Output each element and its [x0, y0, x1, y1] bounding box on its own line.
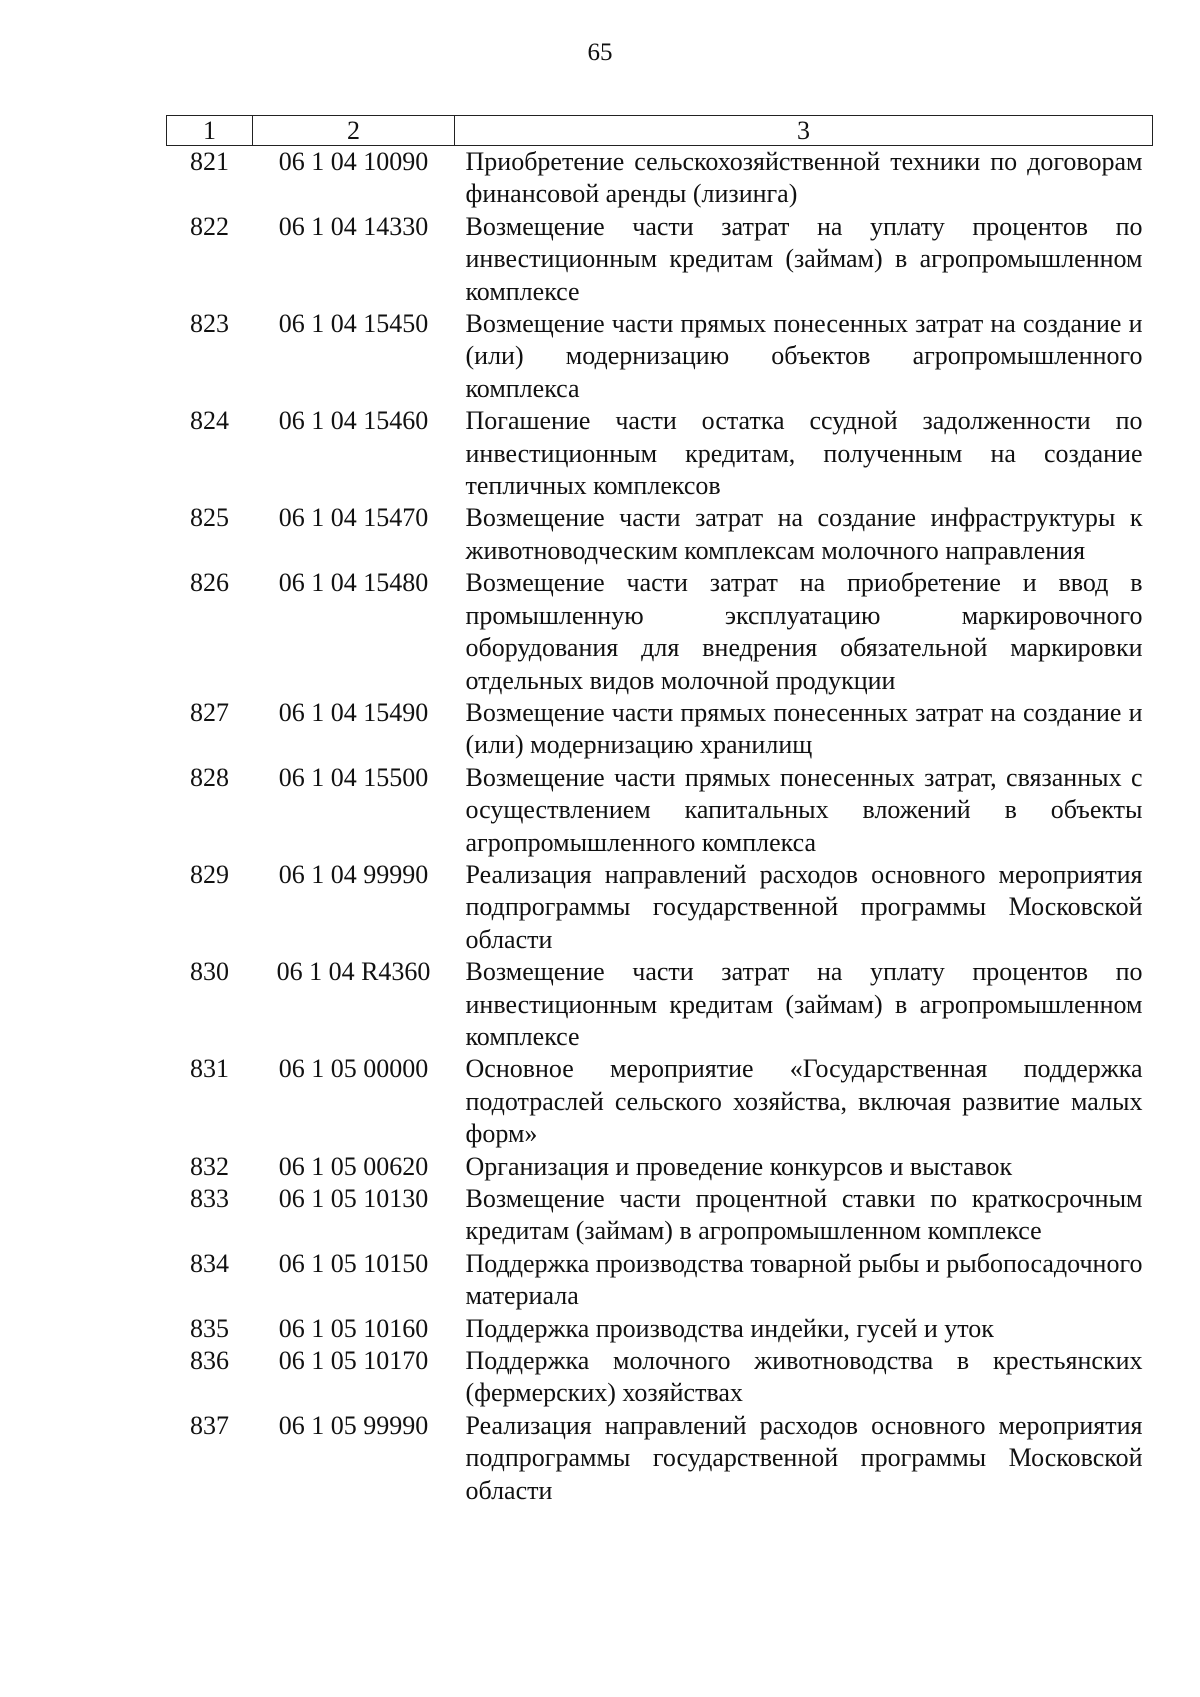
table-body	[167, 146, 1153, 1508]
row-number: 834	[190, 1248, 229, 1278]
row-number: 829	[190, 859, 229, 889]
row-code: 06 1 04 10090	[278, 147, 429, 176]
table-row	[167, 211, 1153, 308]
row-code: 06 1 04 15450	[278, 309, 429, 339]
row-code: 06 1 04 15490	[278, 697, 429, 727]
row-number: 825	[190, 503, 229, 533]
table-row	[167, 308, 1153, 405]
row-number: 832	[190, 1151, 229, 1181]
row-number: 833	[190, 1184, 229, 1213]
row-description: Возмещение части процентной ставки по краткосрочным кредитам (займам) в агропромышленном комплексе	[465, 1184, 1143, 1246]
page-number: 65	[587, 39, 613, 66]
row-description: Возмещение части затрат на создание инфраструктуры к животноводческим комплексам молочного направления	[465, 503, 1143, 565]
row-number: 828	[190, 762, 229, 792]
row-number: 831	[190, 1054, 229, 1084]
table-row	[167, 762, 1153, 859]
row-code: 06 1 05 10160	[278, 1313, 429, 1343]
table-row	[167, 567, 1153, 697]
row-number: 822	[190, 211, 229, 241]
header-row	[167, 116, 1153, 146]
row-code: 06 1 05 00620	[278, 1151, 429, 1181]
row-description: Основное мероприятие «Государственная поддержка подотраслей сельского хозяйства, включая развитие малых форм»	[465, 1054, 1143, 1149]
row-description: Организация и проведение конкурсов и выставок	[465, 1151, 1013, 1181]
table-row	[167, 502, 1153, 567]
row-description: Поддержка молочного животноводства в крестьянских (фермерских) хозяйствах	[465, 1346, 1143, 1408]
row-code: 06 1 04 15470	[278, 503, 429, 533]
row-number: 837	[190, 1410, 229, 1440]
row-code: 06 1 04 14330	[278, 211, 429, 241]
column-header-2: 2	[253, 116, 455, 146]
column-header-1: 1	[167, 116, 253, 146]
table-row	[167, 1053, 1153, 1150]
row-number: 830	[190, 957, 229, 987]
row-description: Реализация направлений расходов основного мероприятия подпрограммы государственной программы Московской области	[465, 1410, 1143, 1505]
row-description: Поддержка производства индейки, гусей и уток	[465, 1313, 994, 1343]
table-row	[167, 1410, 1153, 1507]
table-row	[167, 859, 1153, 956]
table-row	[167, 697, 1153, 762]
row-code: 06 1 05 99990	[278, 1410, 429, 1440]
row-description: Приобретение сельскохозяйственной техники по договорам финансовой аренды (лизинга)	[465, 147, 1143, 209]
row-code: 06 1 05 10150	[278, 1248, 429, 1278]
row-number: 823	[190, 309, 229, 339]
row-description: Возмещение части затрат на уплату процентов по инвестиционным кредитам (займам) в агропромышленном комплексе	[465, 211, 1143, 306]
row-description: Возмещение части прямых понесенных затрат, связанных с осуществлением капитальных вложений в объекты агропромышленного комплекса	[465, 762, 1143, 857]
row-code: 06 1 04 15500	[278, 762, 429, 792]
row-description: Поддержка производства товарной рыбы и рыбопосадочного материала	[465, 1248, 1143, 1311]
row-number: 835	[190, 1313, 229, 1343]
row-description: Погашение части остатка ссудной задолженности по инвестиционным кредитам, полученным на создание тепличных комплексов	[465, 406, 1143, 501]
table-row	[167, 1248, 1153, 1313]
row-description: Реализация направлений расходов основного мероприятия подпрограммы государственной программы Московской области	[465, 859, 1143, 954]
table-row	[167, 405, 1153, 502]
row-number: 821	[190, 147, 229, 176]
table-row	[167, 1151, 1153, 1183]
row-number: 824	[190, 406, 229, 436]
row-description: Возмещение части затрат на уплату процентов по инвестиционным кредитам (займам) в агропромышленном комплексе	[465, 957, 1143, 1051]
row-code: 06 1 04 15460	[278, 406, 429, 436]
row-number: 836	[190, 1346, 229, 1376]
row-code: 06 1 04 15480	[278, 568, 429, 598]
table-header	[167, 116, 1153, 146]
row-code: 06 1 04 R4360	[276, 957, 431, 987]
row-code: 06 1 04 99990	[278, 859, 429, 889]
table-row	[167, 956, 1153, 1053]
row-number: 827	[190, 697, 229, 727]
budget-codes-table	[166, 115, 1153, 1507]
column-header-3: 3	[455, 116, 1153, 146]
row-number: 826	[190, 568, 229, 598]
row-description: Возмещение части прямых понесенных затрат на создание и (или) модернизацию объектов агропромышленного комплекса	[465, 309, 1143, 403]
table-row	[167, 1345, 1153, 1410]
table-row	[167, 1313, 1153, 1345]
row-code: 06 1 05 10170	[278, 1346, 429, 1376]
row-code: 06 1 05 10130	[278, 1184, 429, 1213]
table-row	[167, 146, 1153, 211]
row-code: 06 1 05 00000	[278, 1054, 429, 1084]
row-description: Возмещение части затрат на приобретение и ввод в промышленную эксплуатацию маркировочного оборудования для внедрения обязательной маркировки отдельных видов молочной продукции	[465, 568, 1143, 695]
row-description: Возмещение части прямых понесенных затрат на создание и (или) модернизацию хранилищ	[465, 697, 1143, 760]
table-row	[167, 1183, 1153, 1248]
